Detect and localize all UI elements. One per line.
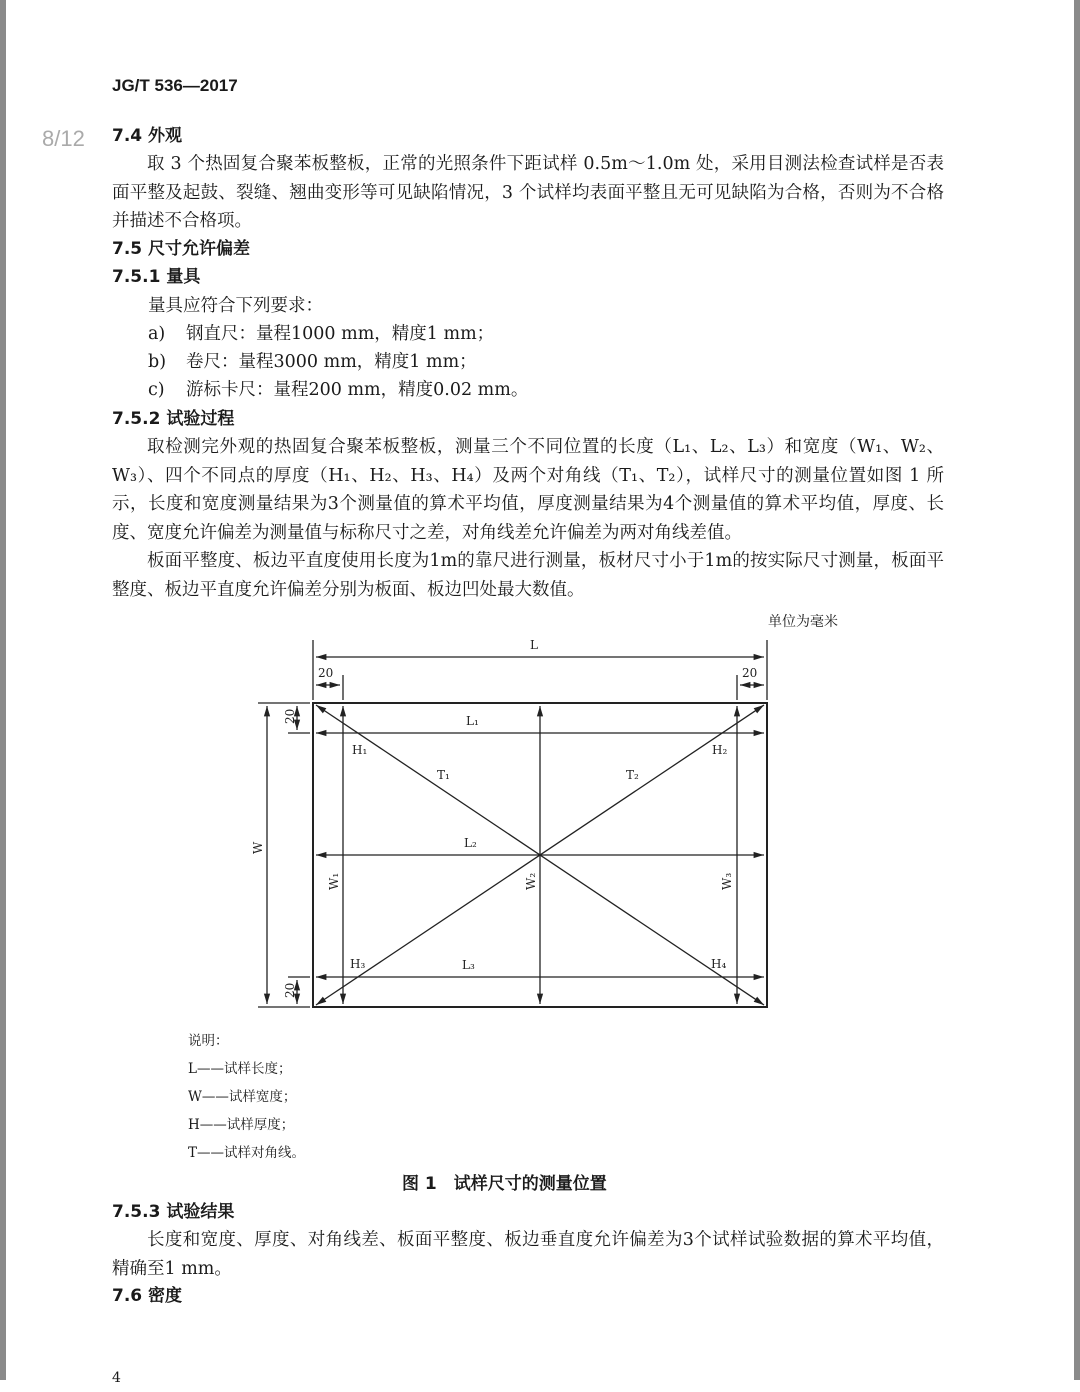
list-mark: b) bbox=[148, 352, 167, 372]
label-W2: W₂ bbox=[524, 872, 538, 890]
paragraph-7-5-3 bbox=[112, 1226, 944, 1283]
heading-7-5-2: 7.5.2 试验过程 bbox=[112, 409, 235, 429]
label-W3: W₃ bbox=[720, 872, 734, 890]
heading-7-4: 7.4 外观 bbox=[112, 126, 183, 146]
label-H2: H₂ bbox=[712, 743, 728, 757]
intro-text: 量具应符合下列要求： bbox=[148, 296, 323, 316]
label-W1: W₁ bbox=[327, 872, 341, 890]
text: 取 3 个热固复合聚苯板整板，正常的光照条件下距试样 0.5m～1.0m 处，采用目测法检查试样是否表面平整及起鼓、裂缝、翘曲变形等可见缺陷情况，3 个试样均表面平整且无可见缺陷为合格，否则为不合格并描述不合格项。 bbox=[112, 154, 944, 231]
page-number: 4 bbox=[112, 1370, 121, 1386]
label-H4: H₄ bbox=[711, 957, 727, 971]
legend-item: T——试样对角线。 bbox=[188, 1145, 306, 1161]
heading-7-5-1: 7.5.1 量具 bbox=[112, 267, 201, 287]
label-L3: L₃ bbox=[462, 958, 475, 972]
heading-7-5: 7.5 尺寸允许偏差 bbox=[112, 239, 251, 259]
label-L2: L₂ bbox=[464, 836, 477, 850]
list-item: 钢直尺：量程1000 mm，精度1 mm； bbox=[186, 324, 495, 344]
heading-7-5-3: 7.5.3 试验结果 bbox=[112, 1202, 235, 1222]
label-W: W bbox=[251, 841, 265, 854]
page-indicator: 8/12 bbox=[42, 126, 85, 151]
text: 长度和宽度、厚度、对角线差、板面平整度、板边垂直度允许偏差为3个试样试验数据的算术平均值，精确至1 mm。 bbox=[112, 1230, 944, 1279]
list-item: 游标卡尺：量程200 mm，精度0.02 mm。 bbox=[186, 380, 529, 400]
text: 取检测完外观的热固复合聚苯板整板，测量三个不同位置的长度（L₁、L₂、L₃）和宽度（W₁、W₂、W₃）、四个不同点的厚度（H₁、H₂、H₃、H₄）及两个对角线（T₁、T₂），试样尺寸的测量位置如图 1 所示，长度和宽度测量结果为3个测量值的算术平均值，厚度测量结果为4个测量值的算术平均值，厚度、长度、宽度允许偏差为测量值与标称尺寸之差，对角线差允许偏差为两对角线差值。 bbox=[112, 437, 944, 543]
legend-item: L——试样长度； bbox=[188, 1061, 292, 1077]
label-H3: H₃ bbox=[350, 957, 366, 971]
standard-header: JG/T 536—2017 bbox=[112, 76, 238, 95]
label-20: 20 bbox=[283, 982, 297, 998]
label-H1: H₁ bbox=[352, 743, 368, 757]
legend-item: H——试样厚度； bbox=[188, 1117, 295, 1133]
label-20: 20 bbox=[318, 666, 334, 680]
text: 板面平整度、板边平直度使用长度为1m的靠尺进行测量，板材尺寸小于1m的按实际尺寸测量，板面平整度、板边平直度允许偏差分别为板面、板边凹处最大数值。 bbox=[112, 551, 944, 600]
unit-note: 单位为毫米 bbox=[768, 614, 838, 630]
label-20: 20 bbox=[283, 708, 297, 724]
label-T1: T₁ bbox=[437, 768, 450, 782]
legend-item: W——试样宽度； bbox=[188, 1089, 297, 1105]
heading-7-6: 7.6 密度 bbox=[112, 1286, 183, 1306]
figure-caption: 图 1 试样尺寸的测量位置 bbox=[402, 1174, 607, 1194]
label-20: 20 bbox=[742, 666, 758, 680]
list-item: 卷尺：量程3000 mm，精度1 mm； bbox=[186, 352, 477, 372]
legend-title: 说明： bbox=[188, 1033, 229, 1049]
list-mark: a) bbox=[148, 324, 166, 344]
label-L1: L₁ bbox=[466, 714, 479, 728]
label-L: L bbox=[530, 638, 538, 652]
list-mark: c) bbox=[148, 380, 165, 400]
label-T2: T₂ bbox=[626, 768, 639, 782]
